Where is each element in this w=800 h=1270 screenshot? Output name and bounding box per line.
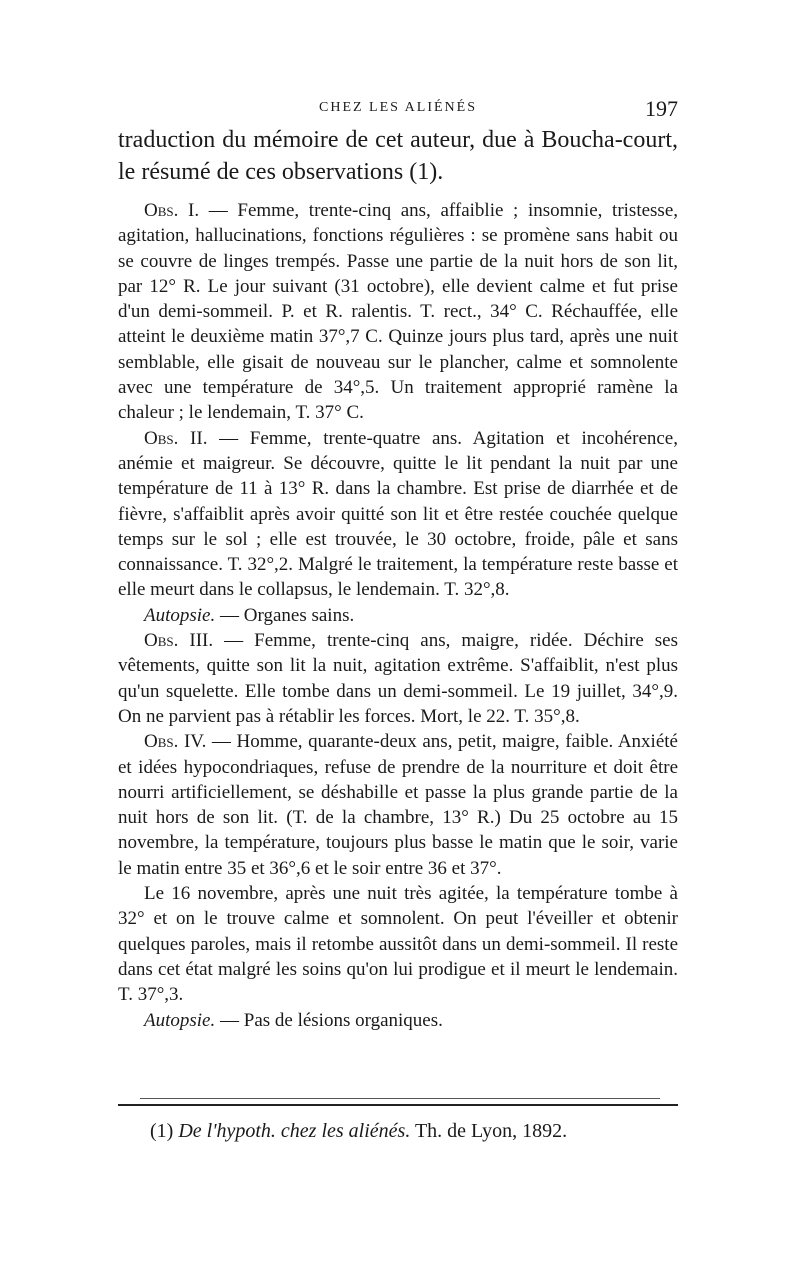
observation-2 <box>118 426 678 603</box>
running-title: CHEZ LES ALIÉNÉS <box>319 100 477 115</box>
footnote-title: De l'hypoth. chez les aliénés. <box>178 1120 411 1142</box>
observation-1 <box>118 198 678 426</box>
observation-4 <box>118 729 678 881</box>
observation-label: Obs. II. <box>144 427 208 449</box>
observation-text: Le 16 novembre, après une nuit très agitée, la température tombe à 32° et on le trouve calme et somnolent. On peut l'éveiller et obtenir quelques paroles, mais il retombe aussitôt dans un demi-sommeil. Il reste dans cet état malgré les soins qu'on lui prodigue et il meurt le lendemain. T. 37°,3. <box>118 883 678 1006</box>
footnote-divider <box>118 1104 678 1106</box>
observation-label: Obs. I. <box>144 200 200 221</box>
intro-paragraph: traduction du mémoire de cet auteur, due à Boucha-court, le résumé de ces observations (1). <box>118 127 678 185</box>
observation-text: — Femme, trente-quatre ans. Agitation et incohérence, anémie et maigreur. Se découvre, quitte le lit pendant la nuit par une température de 11 à 13° R. dans la chambre. Est prise de diarrhée et de fièvre, s'affaiblit après avoir quitté son lit et être restée couchée quelque temps sur le sol ; elle est trouvée, le 30 octobre, froide, pâle et sans connaissance. T. 32°,2. Malgré le traitement, la température reste basse et elle meurt dans le collapsus, le lendemain. T. 32°,8. <box>118 427 678 601</box>
observations-body <box>118 198 678 1033</box>
autopsy-text: — Pas de lésions organiques. <box>215 1009 443 1031</box>
observation-text: — Femme, trente-cinq ans, affaiblie ; insomnie, tristesse, agitation, hallucinations, fonctions régulières : se promène sans habit ou se couvre de linges trempés. Passe une partie de la nuit hors de son lit, par 12° R. Le jour suivant (31 octobre), elle devient calme et fut prise d'un demi-sommeil. P. et R. ralentis. T. rect., 34° C. Réchauffée, elle atteint le deuxième matin 37°,7 C. Quinze jours plus tard, après une nuit semblable, elle gisait de nouveau sur le plancher, calme et somnolente avec une température de 34°,5. Un traitement approprié ramène la chaleur ; le lendemain, T. 37° C. <box>118 200 678 424</box>
observation-label: Obs. IV. <box>144 731 207 753</box>
observation-4-continued <box>118 881 678 1007</box>
page-number: 197 <box>645 96 678 121</box>
autopsy-label: Autopsie. <box>144 1009 216 1031</box>
running-head <box>118 96 678 120</box>
footnote-divider-thin <box>140 1098 660 1099</box>
footnote-marker: (1) <box>150 1120 174 1142</box>
autopsy-text: — Organes sains. <box>215 604 355 626</box>
footnote <box>150 1118 670 1144</box>
observation-3 <box>118 628 678 729</box>
autopsy-note-1 <box>118 603 678 628</box>
observation-text: — Femme, trente-cinq ans, maigre, ridée. Déchire ses vêtements, quitte son lit la nuit, agitation extrême. S'affaiblit, n'est plus qu'un squelette. Elle tombe dans un demi-sommeil. Le 19 juillet, 34°,9. On ne parvient pas à rétablir les forces. Mort, le 22. T. 35°,8. <box>118 630 678 727</box>
footnote-rest: Th. de Lyon, 1892. <box>410 1120 568 1142</box>
observation-label: Obs. III. <box>144 630 214 652</box>
autopsy-note-2 <box>118 1008 678 1033</box>
observation-text: — Homme, quarante-deux ans, petit, maigre, faible. Anxiété et idées hypocondriaques, refuse de prendre de la nourriture et doit être nourri artificiellement, se déshabille et passe la plus grande partie de la nuit hors de son lit. (T. de la chambre, 13° R.) Du 25 octobre au 15 novembre, la température, toujours plus basse le matin que le soir, varie le matin entre 35 et 36°,6 et le soir entre 36 et 37°. <box>118 731 678 879</box>
autopsy-label: Autopsie. <box>144 604 216 626</box>
